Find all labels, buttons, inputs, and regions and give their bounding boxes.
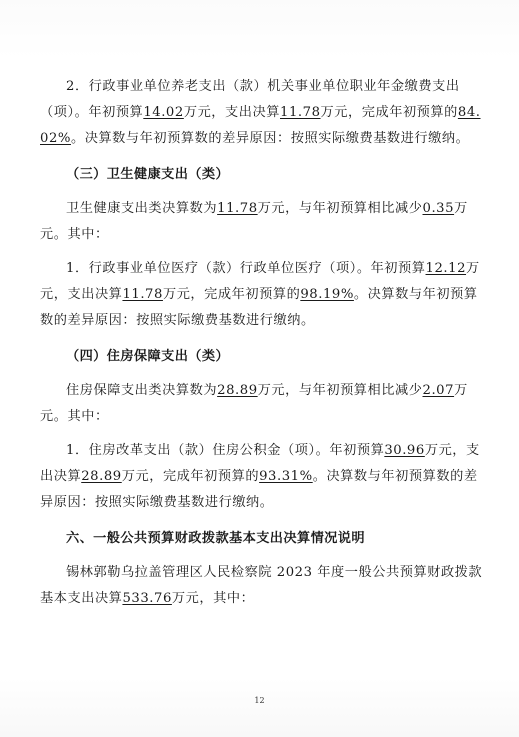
final-value: 533.76 [122,591,172,606]
budget-value: 12.12 [425,261,467,276]
text: 2．行政事业单位养老支出（款）机关事业单位职业年金缴费支出（项）。年初预算 [40,79,460,120]
final-value: 28.89 [217,383,258,398]
actual-value: 11.78 [280,105,321,120]
paragraph-housing-item-1 [40,438,485,516]
paragraph-pension-annuity [40,74,485,152]
text: 。决算数与年初预算数的差异原因：按照实际缴费基数进行缴纳。 [40,287,478,328]
paragraph-health-item-1 [40,256,485,334]
section-heading-basic-expenditure: 六、一般公共预算财政拨款基本支出决算情况说明 [66,531,365,546]
text: 1．住房改革支出（款）住房公积金（项）。年初预算 [66,443,385,458]
text: 万元，完成年初预算的 [320,105,458,120]
completion-rate: 98.19% [300,287,354,302]
paragraph-housing-summary [40,378,485,430]
decrease-value: 2.07 [422,383,455,398]
completion-rate: 84.02% [40,105,481,146]
actual-value: 28.89 [81,469,122,484]
text: 万元。其中： [40,383,468,424]
text: 。决算数与年初预算数的差异原因：按照实际缴费基数进行缴纳。 [70,131,470,146]
page-number: 12 [254,696,265,705]
text: 万元，支出决算 [183,105,280,120]
text: 卫生健康支出类决算数为 [66,201,218,216]
text: 万元。其中： [40,201,468,242]
decrease-value: 0.35 [422,201,455,216]
text: 万元，其中： [171,591,255,606]
budget-value: 14.02 [143,105,184,120]
actual-value: 11.78 [122,287,163,302]
section-heading-housing: （四）住房保障支出（类） [66,349,230,364]
paragraph-health-summary [40,196,485,248]
text: 万元，支出决算 [40,443,480,484]
text: 万元，与年初预算相比减少 [257,201,423,216]
text: 1．行政事业单位医疗（款）行政单位医疗（项）。年初预算 [66,261,426,276]
text: 。决算数与年初预算数的差异原因：按照实际缴费基数进行缴纳。 [40,469,478,510]
text: 锡林郭勒乌拉盖管理区人民检察院 2023 年度一般公共预算财政拨款基本支出决算 [40,565,483,606]
text: 万元，完成年初预算的 [162,287,301,302]
text: 万元，支出决算 [40,261,480,302]
text: 万元，完成年初预算的 [121,469,260,484]
section-heading-health: （三）卫生健康支出（类） [66,167,230,182]
paragraph-basic-expenditure [40,560,485,612]
budget-value: 30.96 [384,443,425,458]
text: 住房保障支出类决算数为 [66,383,218,398]
completion-rate: 93.31% [259,469,313,484]
final-value: 11.78 [217,201,258,216]
text: 万元，与年初预算相比减少 [257,383,423,398]
